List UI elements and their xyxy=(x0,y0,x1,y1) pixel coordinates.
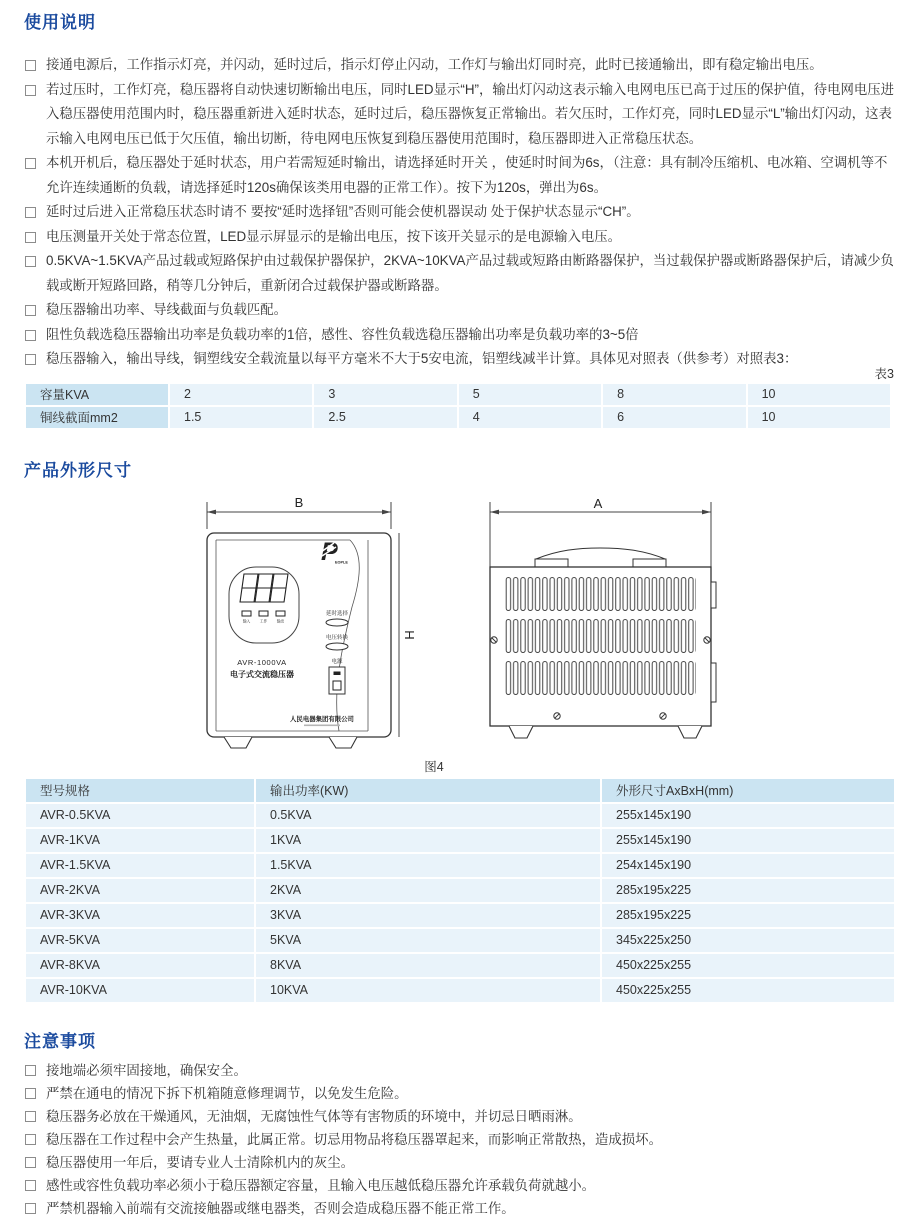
usage-item-text: 阻性负载选稳压器输出功率是负载功率的1倍，感性、容性负载选稳压器输出功率是负载功率的3~5倍 xyxy=(46,326,639,342)
notes-list-item xyxy=(24,1082,896,1105)
model-cell: AVR-1KVA xyxy=(26,829,254,852)
checkbox-icon xyxy=(25,85,36,96)
wire-table-row xyxy=(26,384,890,405)
model-cell: 5KVA xyxy=(256,929,600,952)
model-cell: 10KVA xyxy=(256,979,600,1002)
indicator-label-output: 输出 xyxy=(276,619,285,623)
indicator-label-input: 输入 xyxy=(242,619,251,623)
usage-item-text: 若过压时，工作灯亮，稳压器将自动快速切断输出电压，同时LED显示“H”，输出灯闪动这表示输入电网电压已高于过压的保护值，待电网电压进入稳压器使用范围内时，稳压器重新进入延时状态，延时过后，稳压器恢复正常输出。若欠压时，工作灯亮，同时LED显示“L”输出灯闪动，这表示输入电网电压已低于欠压值，输出切断，待电网电压恢复到稳压器使用范围时，稳压器即进入正常稳压状态。 xyxy=(46,81,895,146)
model-cell: 0.5KVA xyxy=(256,804,600,827)
model-cell: 8KVA xyxy=(256,954,600,977)
checkbox-icon xyxy=(25,1065,36,1076)
model-table-row xyxy=(26,929,894,952)
checkbox-icon xyxy=(25,1180,36,1191)
checkbox-icon xyxy=(25,232,36,243)
usage-item-text: 稳压器输入，输出导线，铜塑线安全载流量以每平方毫米不大于5安电流，铝塑线减半计算。具体见对照表（供参考）对照表3： xyxy=(46,351,798,366)
product-text: 电子式交流稳压器 xyxy=(230,669,294,679)
checkbox-icon xyxy=(25,354,36,365)
model-table-row xyxy=(26,804,894,827)
notes-item-text: 稳压器在工作过程中会产生热量，此属正常。切忌用物品将稳压器罩起来，而影响正常散热，造成损坏。 xyxy=(46,1131,662,1147)
model-spec-table xyxy=(24,777,896,1004)
model-cell: AVR-1.5KVA xyxy=(26,854,254,877)
checkbox-icon xyxy=(25,1203,36,1214)
notes-list-item xyxy=(24,1197,896,1220)
side-tabs-icon xyxy=(711,582,716,702)
usage-item-text: 0.5KVA~1.5KVA产品过载或短路保护由过载保护器保护，2KVA~10KVA产品过载或短路由断路器保护，当过载保护器或断路器保护后，请减少负载或断开短路回路，稍等几分钟后，重新闭合过载保护器或断路器。 xyxy=(46,253,894,293)
wire-cell: 4 xyxy=(459,407,601,428)
model-cell: 345x225x250 xyxy=(602,929,894,952)
fine-print-line xyxy=(304,724,340,726)
wire-cell: 2 xyxy=(170,384,312,405)
model-cell: 285x195x225 xyxy=(602,879,894,902)
notes-list xyxy=(24,1059,896,1220)
notes-item-text: 接地端必须牢固接地，确保安全。 xyxy=(46,1062,247,1078)
model-table-row xyxy=(26,904,894,927)
wire-cell: 8 xyxy=(603,384,745,405)
model-header-cell: 外形尺寸AxBxH(mm) xyxy=(602,779,894,802)
vent-slots-icon xyxy=(505,577,696,695)
usage-item-text: 稳压器输出功率、导线截面与负载匹配。 xyxy=(46,302,288,317)
handle-icon xyxy=(535,548,666,567)
model-cell: AVR-8KVA xyxy=(26,954,254,977)
side-view-drawing xyxy=(478,495,723,757)
front-feet-icon xyxy=(224,737,357,748)
model-cell: 1KVA xyxy=(256,829,600,852)
model-cell: 255x145x190 xyxy=(602,804,894,827)
svg-text:P: P xyxy=(321,537,338,566)
model-cell: AVR-3KVA xyxy=(26,904,254,927)
wire-cell: 2.5 xyxy=(314,407,456,428)
usage-list-item xyxy=(24,323,896,348)
usage-list-item xyxy=(24,200,896,225)
wire-cell: 10 xyxy=(748,384,890,405)
notes-item-text: 感性或容性负载功率必须小于稳压器额定容量，且输入电压越低稳压器允许承载负荷就越小。 xyxy=(46,1177,596,1193)
notes-item-text: 稳压器务必放在干燥通风，无油烟，无腐蚀性气体等有害物质的环境中，并切忌日晒雨淋。 xyxy=(46,1108,582,1124)
checkbox-icon xyxy=(25,1157,36,1168)
notes-list-item xyxy=(24,1151,896,1174)
checkbox-icon xyxy=(25,256,36,267)
wire-cell: 3 xyxy=(314,384,456,405)
usage-list-item xyxy=(24,249,896,298)
power-label: 电源 xyxy=(331,658,343,665)
model-cell: 1.5KVA xyxy=(256,854,600,877)
wire-table-row xyxy=(26,407,890,428)
usage-item-text: 电压测量开关处于常态位置，LED显示屏显示的是输出电压，按下该开关显示的是电源输入电压。 xyxy=(46,228,622,244)
dim-label-b: B xyxy=(294,494,304,510)
notes-item-text: 严禁机器输入前端有交流接触器或继电器类，否则会造成稳压器不能正常工作。 xyxy=(46,1200,515,1216)
model-table-row xyxy=(26,879,894,902)
notes-section xyxy=(0,1027,920,1220)
model-cell: 2KVA xyxy=(256,879,600,902)
model-cell: AVR-10KVA xyxy=(26,979,254,1002)
usage-list-item xyxy=(24,225,896,250)
notes-list-item xyxy=(24,1059,896,1082)
model-table-row xyxy=(26,979,894,1002)
model-cell: 285x195x225 xyxy=(602,904,894,927)
notes-list-item xyxy=(24,1128,896,1151)
usage-item-text: 接通电源后，工作指示灯亮，并闪动，延时过后，指示灯停止闪动，工作灯与输出灯同时亮，此时已接通输出，即有稳定输出电压。 xyxy=(46,57,823,72)
usage-item-text: 延时过后进入正常稳压状态时请不 要按“延时选择钮”否则可能会使机器误动 处于保护状态显示“CH”。 xyxy=(46,204,640,219)
notes-section-title: 注意事项 xyxy=(24,1031,96,1051)
wire-row-label: 容量KVA xyxy=(26,384,168,405)
figure-caption: 图4 xyxy=(424,759,444,774)
dimension-drawings xyxy=(0,495,920,757)
dim-label-h: H xyxy=(402,629,417,640)
usage-list-item xyxy=(24,53,896,78)
model-header-cell: 输出功率(KW) xyxy=(256,779,600,802)
model-table-row xyxy=(26,829,894,852)
svg-text:EOPLE: EOPLE xyxy=(335,560,348,564)
usage-list-item xyxy=(24,78,896,152)
checkbox-icon xyxy=(25,1134,36,1145)
voltage-switch-label: 电压转换 xyxy=(325,634,349,641)
model-cell: 255x145x190 xyxy=(602,829,894,852)
checkbox-icon xyxy=(25,330,36,341)
delay-select-button-icon xyxy=(326,619,348,626)
dim-label-a: A xyxy=(593,495,603,511)
wire-table-caption: 表3 xyxy=(874,366,894,381)
wire-cell: 5 xyxy=(459,384,601,405)
notes-list-item xyxy=(24,1174,896,1197)
checkbox-icon xyxy=(25,1088,36,1099)
model-cell: AVR-5KVA xyxy=(26,929,254,952)
usage-list-item xyxy=(24,298,896,323)
notes-item-text: 严禁在通电的情况下拆下机箱随意修理调节，以免发生危险。 xyxy=(46,1085,408,1101)
model-table-row xyxy=(26,954,894,977)
wire-cell: 1.5 xyxy=(170,407,312,428)
model-cell: 450x225x255 xyxy=(602,979,894,1002)
usage-section-title: 使用说明 xyxy=(24,13,96,32)
model-table-header-row xyxy=(26,779,894,802)
notes-list-item xyxy=(24,1105,896,1128)
model-cell: 254x145x190 xyxy=(602,854,894,877)
dimensions-section-title: 产品外形尺寸 xyxy=(24,460,132,480)
usage-item-text: 本机开机后，稳压器处于延时状态，用户若需短延时输出，请选择延时开关 ，使延时时间为6s，（注意：具有制冷压缩机、电冰箱、空调机等不允许连续通断的负载，请选择延时120s确保该类用电器的正常工作）。按下为120s，弹出为6s。 xyxy=(46,155,888,195)
indicator-lights-icon xyxy=(242,611,285,616)
wire-cell: 6 xyxy=(603,407,745,428)
checkbox-icon xyxy=(25,60,36,71)
model-cell: AVR-2KVA xyxy=(26,879,254,902)
wire-capacity-table xyxy=(24,382,892,430)
voltage-switch-button-icon xyxy=(326,643,348,650)
front-view-drawing xyxy=(202,495,432,757)
model-cell: 3KVA xyxy=(256,904,600,927)
usage-list-item xyxy=(24,347,896,372)
usage-list-item xyxy=(24,151,896,200)
notes-item-text: 稳压器使用一年后，要请专业人士清除机内的灰尘。 xyxy=(46,1154,354,1170)
indicator-label-work: 工作 xyxy=(259,619,268,623)
power-switch-icon xyxy=(329,667,345,694)
checkbox-icon xyxy=(25,158,36,169)
model-cell: AVR-0.5KVA xyxy=(26,804,254,827)
side-feet-icon xyxy=(509,726,702,738)
company-text: 人民电器集团有限公司 xyxy=(290,715,354,723)
model-text: AVR-1000VA xyxy=(237,657,287,667)
model-table-row xyxy=(26,854,894,877)
usage-list xyxy=(24,53,896,372)
wire-cell: 10 xyxy=(748,407,890,428)
checkbox-icon xyxy=(25,207,36,218)
delay-select-label: 延时选择 xyxy=(325,610,349,617)
checkbox-icon xyxy=(25,1111,36,1122)
wire-row-label: 铜线截面mm2 xyxy=(26,407,168,428)
model-cell: 450x225x255 xyxy=(602,954,894,977)
checkbox-icon xyxy=(25,305,36,316)
model-header-cell: 型号规格 xyxy=(26,779,254,802)
